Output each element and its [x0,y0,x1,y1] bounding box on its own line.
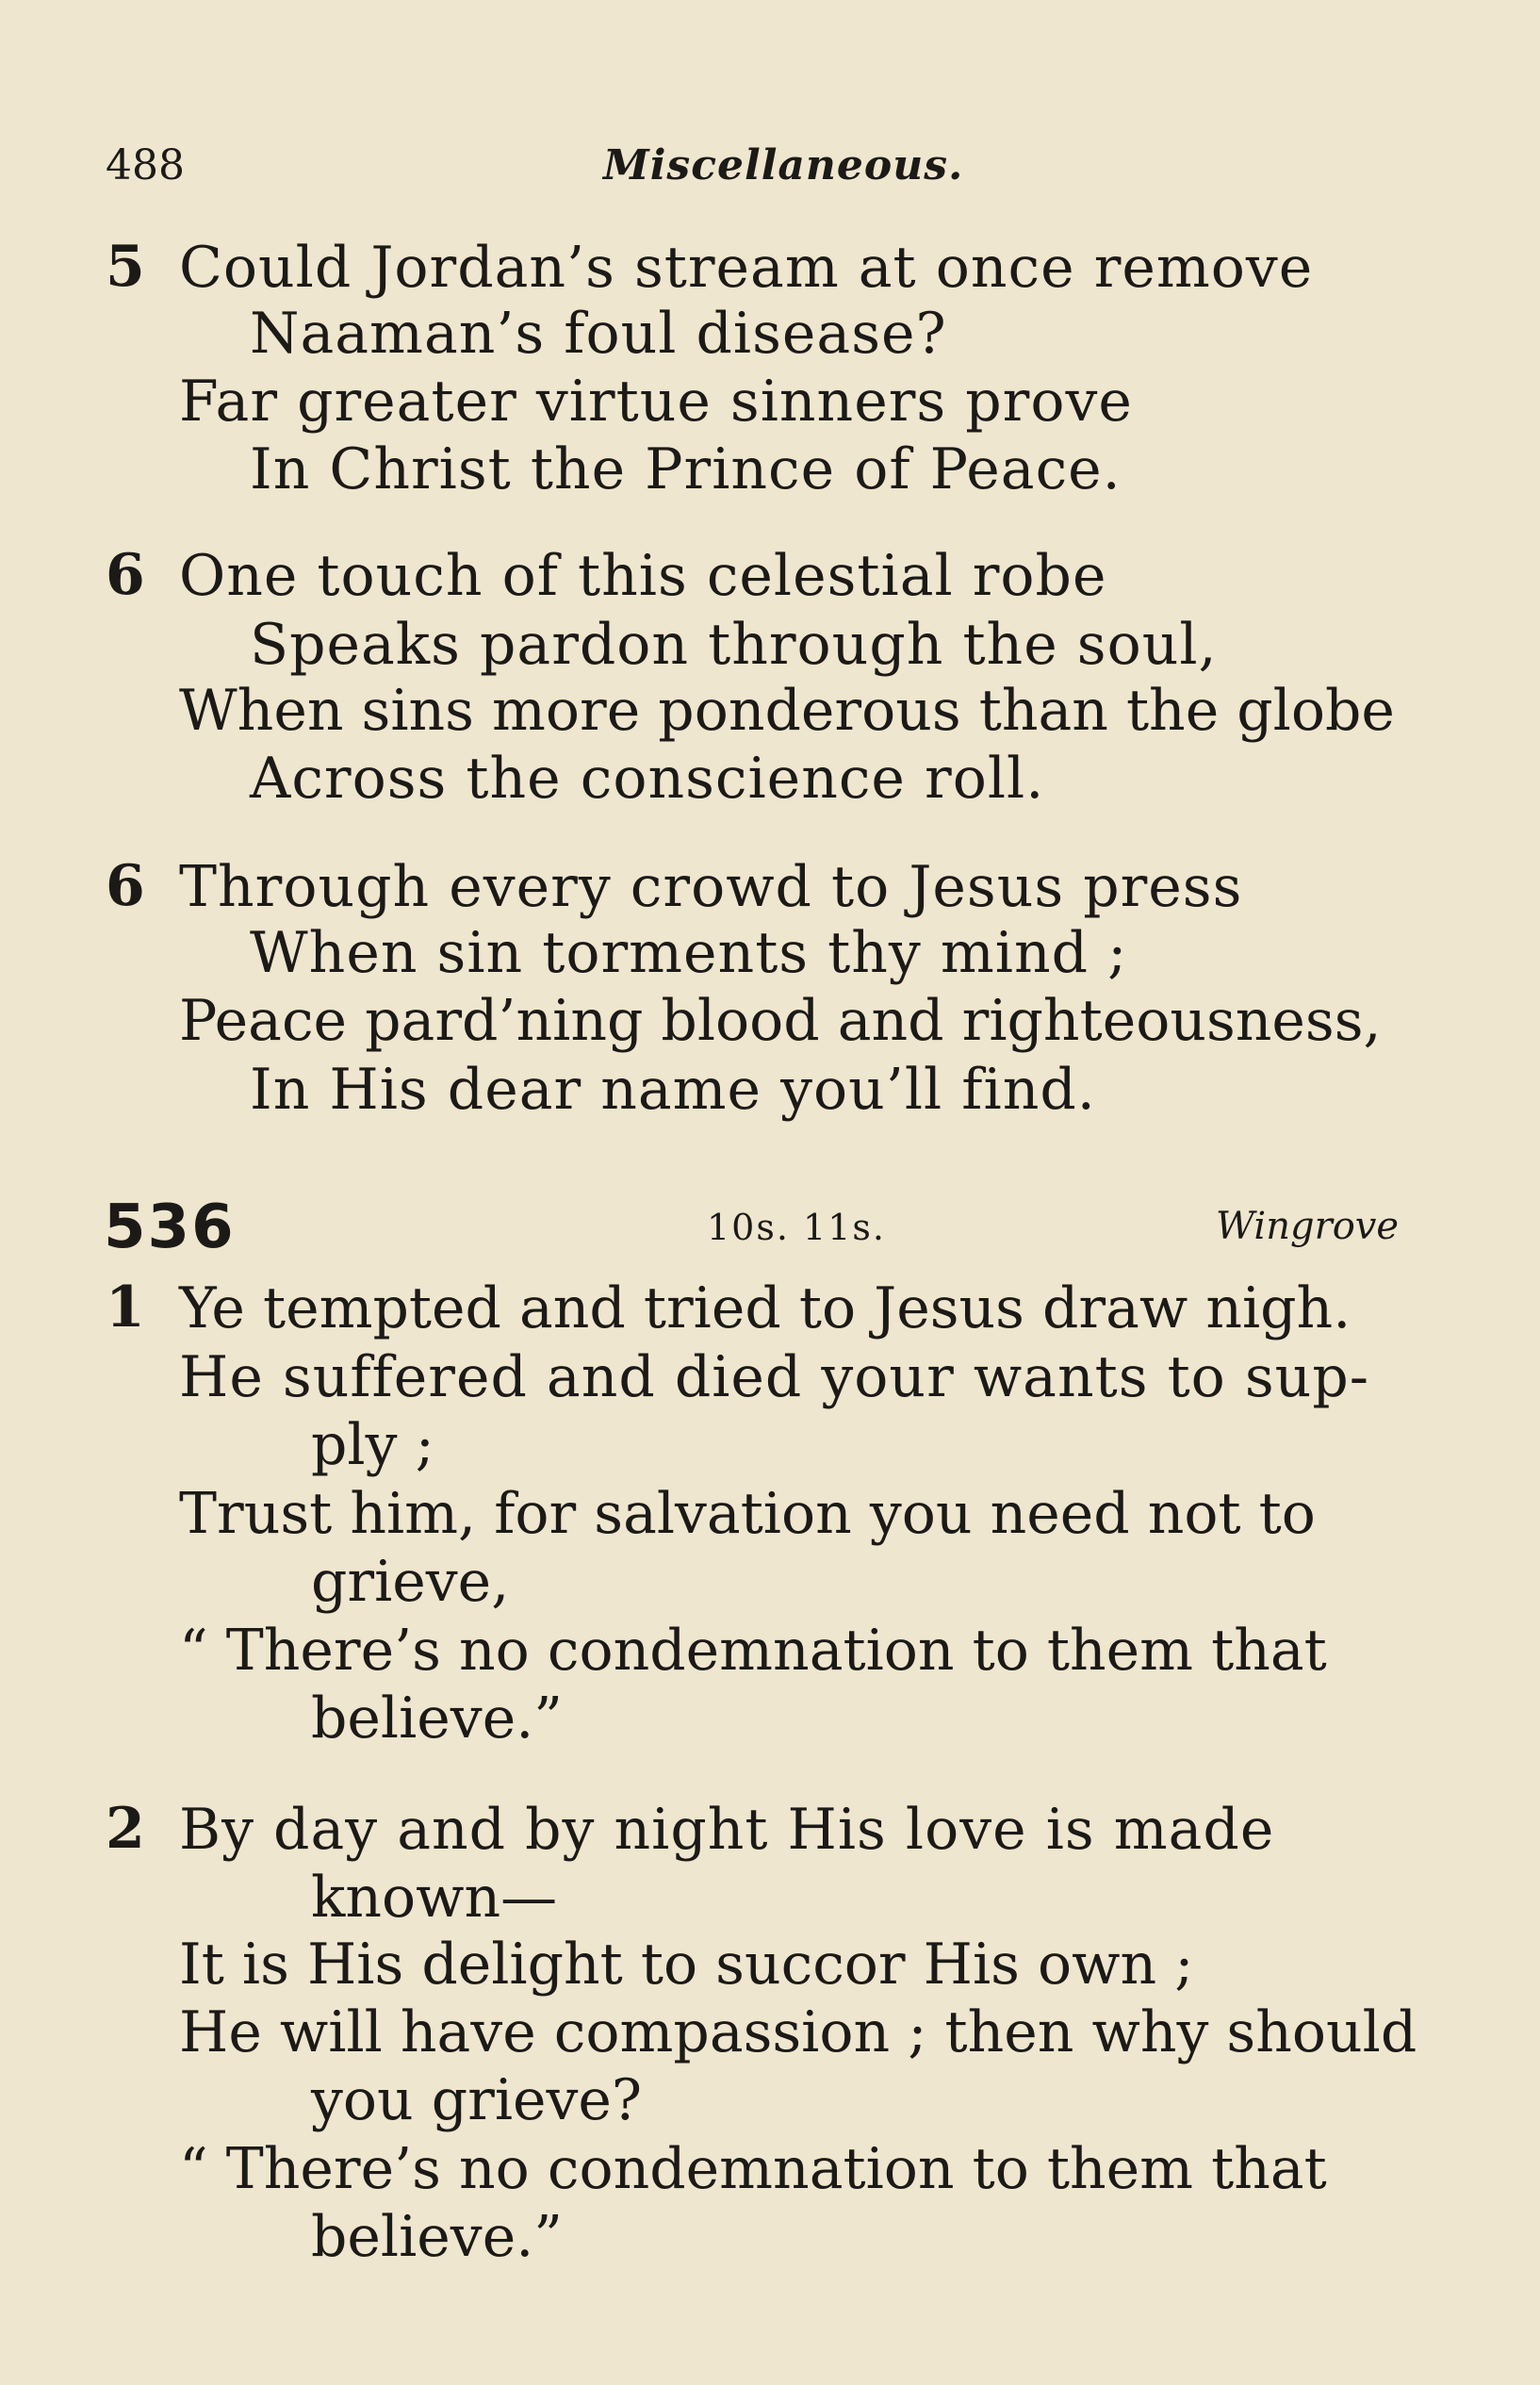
verse-line: “ There’s no condemnation to them that [179,2136,1327,2202]
verse-line: Across the conscience roll. [250,746,1045,812]
verse-line: It is His delight to succor His own ; [179,1932,1194,1998]
verse-line: ply ; [311,1412,434,1478]
verse-line: Could Jordan’s stream at once remove [179,235,1314,301]
verse-line: “ There’s no condemnation to them that [179,1618,1327,1684]
verse-line: Speaks pardon through the soul, [250,612,1218,678]
verse-line: When sins more ponderous than the globe [179,678,1395,744]
verse-number: 2 [106,1796,145,1862]
verse-line: Ye tempted and tried to Jesus draw nigh. [179,1275,1352,1341]
tune-name: Wingrove [1216,1205,1400,1248]
verse-line: believe.” [311,1686,563,1752]
page-number: 488 [106,141,185,189]
verse-line: you grieve? [311,2067,643,2133]
verse-line: When sin torments thy mind ; [250,920,1128,986]
verse-number: 5 [106,234,145,300]
verse-line: He will have compassion ; then why should [179,1999,1417,2065]
verse-line: grieve, [311,1549,510,1615]
verse-line: Trust him, for salvation you need not to [179,1481,1316,1547]
verse-number: 1 [106,1275,145,1341]
verse-line: Naaman’s foul disease? [250,301,947,367]
verse-line: Peace pard’ning blood and righteousness, [179,988,1382,1054]
verse-line: In His dear name you’ll find. [250,1057,1096,1123]
verse-line: Far greater virtue sinners prove [179,369,1133,435]
hymn-number: 536 [104,1192,236,1262]
verse-line: In Christ the Prince of Peace. [250,436,1122,502]
verse-line: He suffered and died your wants to sup- [179,1344,1369,1410]
verse-line: known— [311,1865,558,1931]
verse-number: 6 [106,853,145,919]
verse-number: 6 [106,542,145,608]
verse-line: believe.” [311,2204,563,2270]
verse-line: One touch of this celestial robe [179,543,1107,609]
verse-line: By day and by night His love is made [179,1797,1275,1863]
hymn-meter: 10s. 11s. [707,1207,886,1248]
verse-line: Through every crowd to Jesus press [179,854,1243,920]
section-title: Miscellaneous. [603,141,964,189]
